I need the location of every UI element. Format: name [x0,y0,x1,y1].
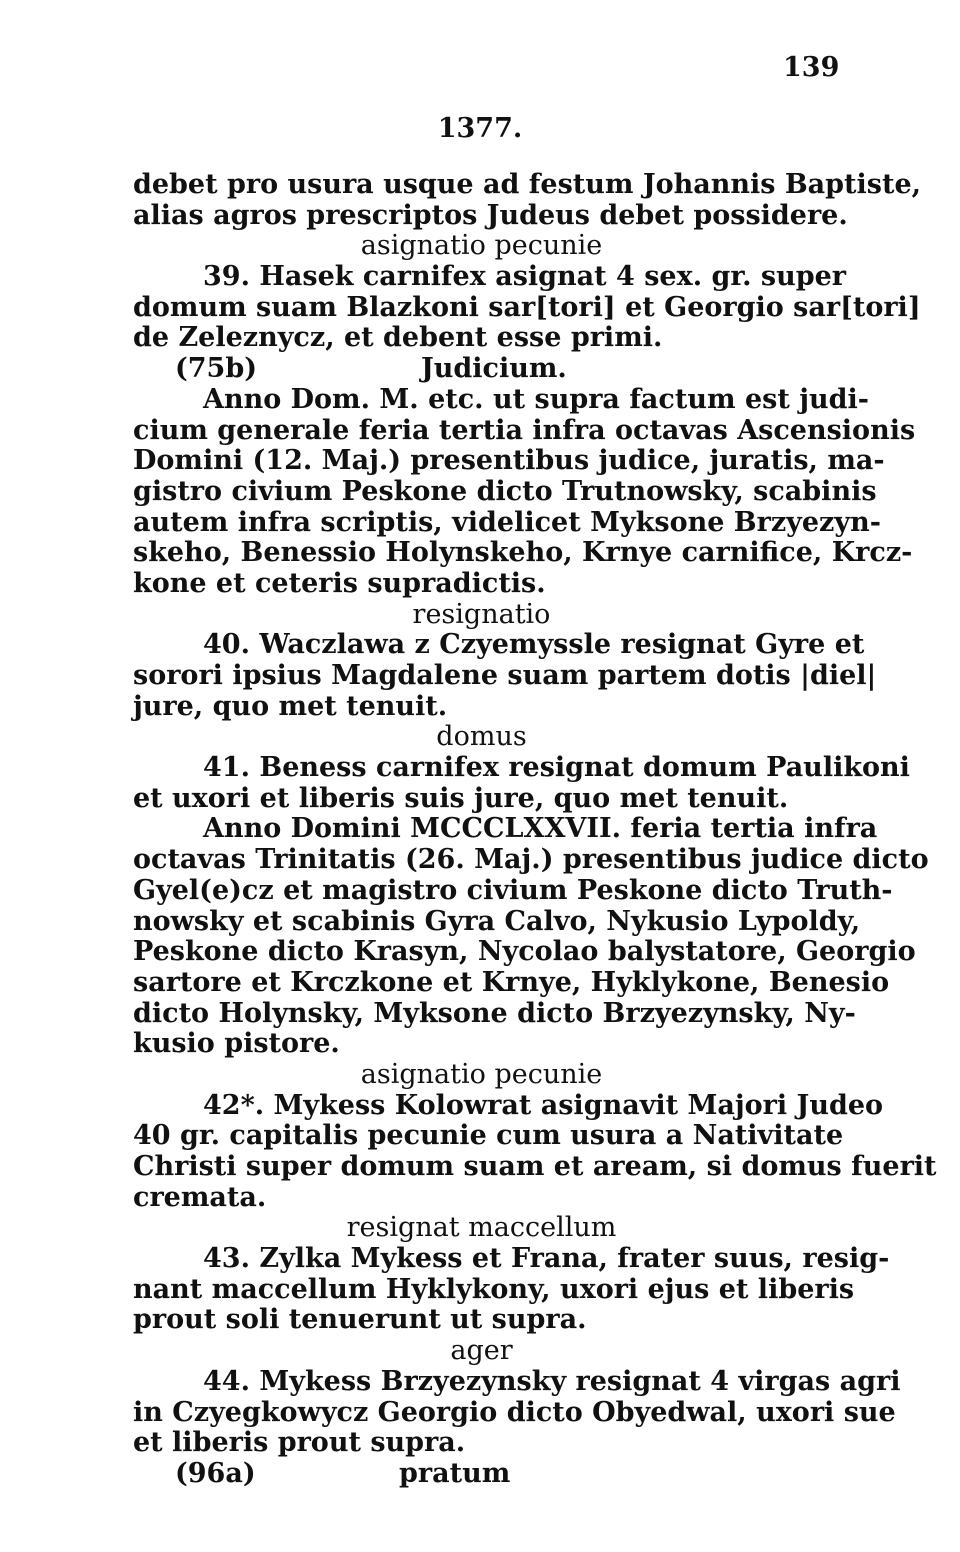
section-title: Judicium. [421,353,567,385]
page-number: 139 [783,52,840,83]
year-heading: 1377. [437,113,523,144]
entry-heading: ager [450,1335,513,1367]
section-marker-line [133,1459,830,1490]
text-line: kone et ceteris supradictis. [133,567,546,599]
text-line: Anno Dom. M. etc. ut supra factum est judi- [203,383,869,415]
section-marker-line [133,354,830,385]
folio-marker: (96a) [175,1457,256,1489]
entry-heading: asignatio pecunie [360,230,603,262]
text-line: in Czyegkowycz Georgio dicto Obyedwal, uxori sue [133,1396,896,1428]
text-line: nant maccellum Hyklykony, uxori ejus et liberis [133,1273,855,1305]
text-line: cremata. [133,1181,267,1213]
section-title: pratum [399,1457,511,1489]
text-line: 43. Zylka Mykess et Frana, frater suus, resig- [203,1243,890,1275]
text-line: octavas Trinitatis (26. Maj.) presentibus judice dicto [133,844,929,876]
entry-heading: resignatio [412,598,551,630]
entry-heading: domus [436,721,527,753]
text-line: 41. Beness carnifex resignat domum Paulikoni [203,752,910,784]
text-line: nowsky et scabinis Gyra Calvo, Nykusio Lypoldy, [133,905,861,937]
text-line: jure, quo met tenuit. [133,690,448,722]
text-line: domum suam Blazkoni sar[tori] et Georgio sar[tori] [133,291,921,323]
text-line: Christi super domum suam et aream, si domus fuerit [133,1151,937,1182]
body-text [133,169,937,1490]
text-line: sorori ipsius Magdalene suam partem dotis |diel| [133,660,877,691]
text-line: cium generale feria tertia infra octavas Ascensionis [133,414,916,446]
text-line: Anno Domini MCCCLXXVII. feria tertia infra [203,813,878,845]
entry-heading: resignat maccellum [346,1212,617,1244]
text-line: Domini (12. Maj.) presentibus judice, juratis, ma- [133,445,885,477]
text-line: dicto Holynsky, Myksone dicto Brzyezynsky, Ny- [133,997,856,1029]
text-line: 40. Waczlawa z Czyemyssle resignat Gyre et [203,629,865,661]
text-line: et uxori et liberis suis jure, quo met tenuit. [133,782,789,814]
text-line: sartore et Krczkone et Krnye, Hyklykone, Benesio [133,966,890,998]
text-line: autem infra scriptis, videlicet Myksone Brzyezyn- [133,506,881,538]
text-line: 42*. Mykess Kolowrat asignavit Majori Judeo [203,1089,884,1121]
text-line: 39. Hasek carnifex asignat 4 sex. gr. super [203,261,847,293]
text-line: gistro civium Peskone dicto Trutnowsky, scabinis [133,475,877,507]
folio-marker: (75b) [175,353,258,385]
text-line: de Zeleznycz, et debent esse primi. [133,322,663,354]
text-line: Peskone dicto Krasyn, Nycolao balystatore, Georgio [133,936,916,968]
text-line: skeho, Benessio Holynskeho, Krnye carnifice, Krcz- [133,537,913,569]
text-line: kusio pistore. [133,1028,340,1060]
text-line: et liberis prout supra. [133,1427,466,1459]
entry-heading: asignatio pecunie [360,1058,603,1090]
text-line: 40 gr. capitalis pecunie cum usura a Nativitate [133,1120,844,1152]
text-line: debet pro usura usque ad festum Johannis Baptiste, [133,169,922,200]
text-line: 44. Mykess Brzyezynsky resignat 4 virgas agri [203,1365,901,1397]
text-line: Gyel(e)cz et magistro civium Peskone dicto Truth- [133,874,893,906]
text-line: alias agros prescriptos Judeus debet possidere. [133,199,848,231]
text-line: prout soli tenuerunt ut supra. [133,1304,587,1336]
